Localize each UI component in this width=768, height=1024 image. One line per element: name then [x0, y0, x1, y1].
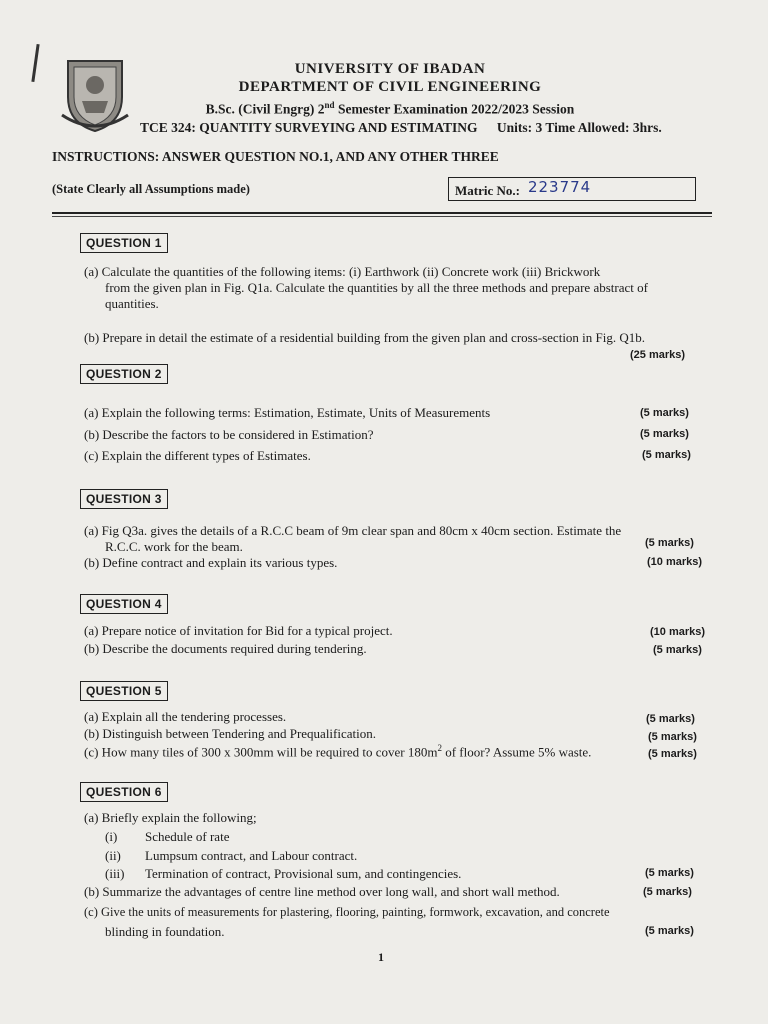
q3-part-a-line1: (a) Fig Q3a. gives the details of a R.C.C beam of 9m clear span and 80cm x 40cm section. Estimate the: [84, 523, 622, 538]
q2-part-a: (a) Explain the following terms: Estimation, Estimate, Units of Measurements: [84, 405, 491, 420]
assumptions-note: (State Clearly all Assumptions made): [52, 182, 250, 196]
question-5-label: QUESTION 5: [80, 681, 168, 701]
q6-part-c-line2: blinding in foundation.: [105, 924, 225, 939]
q3-part-a-line2: R.C.C. work for the beam.: [105, 539, 243, 554]
q5-part-b: (b) Distinguish between Tendering and Prequalification.: [84, 726, 376, 741]
q1-part-b: (b) Prepare in detail the estimate of a residential building from the given plan and cross-section in Fig. Q1b.: [84, 330, 646, 345]
header-rule: [52, 212, 712, 214]
q1-part-a-line2: from the given plan in Fig. Q1a. Calculate the quantities by all the three methods and prepare abstract of: [105, 280, 648, 295]
q6-item-ii-number: (ii): [105, 848, 121, 863]
header-rule-thin: [52, 216, 712, 217]
matric-label: Matric No.:: [455, 183, 520, 198]
q6-item-i: Schedule of rate: [145, 829, 230, 844]
page-number: 1: [378, 950, 384, 964]
instructions: INSTRUCTIONS: ANSWER QUESTION NO.1, AND ANY OTHER THREE: [52, 149, 499, 164]
q5-part-c: (c) How many tiles of 300 x 300mm will be required to cover $180m^2$ of floor? Assume 5% waste.: [84, 743, 592, 760]
university-name: UNIVERSITY OF IBADAN: [294, 61, 486, 77]
pen-mark: [31, 44, 39, 82]
question-1-label: QUESTION 1: [80, 233, 168, 253]
q5-part-b-marks: (5 marks): [648, 731, 697, 743]
q6-part-b-marks: (5 marks): [643, 886, 692, 898]
q3-part-a-marks: (5 marks): [645, 537, 694, 549]
q6-part-b: (b) Summarize the advantages of centre line method over long wall, and short wall method.: [84, 884, 560, 899]
question-4-label: QUESTION 4: [80, 594, 168, 614]
q5-part-c-marks: (5 marks): [648, 748, 697, 760]
q4-part-a-marks: (10 marks): [650, 626, 706, 638]
q5-part-a-marks: (5 marks): [646, 713, 695, 725]
q2-part-c: (c) Explain the different types of Estimates.: [84, 448, 311, 463]
q6-item-iii-number: (iii): [105, 866, 125, 881]
matric-value: 223774: [527, 178, 592, 196]
q2-part-b: (b) Describe the factors to be considered in Estimation?: [84, 427, 374, 442]
q6-part-c-line1: (c) Give the units of measurements for plastering, flooring, painting, formwork, excavation, and concrete: [84, 905, 610, 919]
question-2-label: QUESTION 2: [80, 364, 168, 384]
q4-part-a: (a) Prepare notice of invitation for Bid for a typical project.: [84, 623, 393, 638]
course-units: Units: 3 Time Allowed: 3hrs.: [496, 120, 662, 135]
q3-part-b: (b) Define contract and explain its various types.: [84, 555, 338, 570]
exam-header: [150, 60, 630, 119]
exam-session: B.Sc. (Civil Engrg) 2nd Semester Examination 2022/2023 Session: [205, 100, 575, 117]
q4-part-b-marks: (5 marks): [653, 644, 702, 656]
matric-number-box: [448, 177, 696, 201]
question-6-label: QUESTION 6: [80, 782, 168, 802]
q2-part-b-marks: (5 marks): [640, 428, 689, 440]
q5-part-a: (a) Explain all the tendering processes.: [84, 709, 287, 724]
course-line: [140, 120, 662, 136]
q1-marks: (25 marks): [630, 349, 686, 361]
q6-part-a: (a) Briefly explain the following;: [84, 810, 257, 825]
q4-part-b: (b) Describe the documents required during tendering.: [84, 641, 367, 656]
course-title: TCE 324: QUANTITY SURVEYING AND ESTIMATING: [140, 120, 478, 135]
q6-part-c-marks: (5 marks): [645, 925, 694, 937]
q6-item-iii: Termination of contract, Provisional sum, and contingencies.: [145, 866, 462, 881]
question-3-label: QUESTION 3: [80, 489, 168, 509]
department-name: DEPARTMENT OF CIVIL ENGINEERING: [238, 79, 542, 95]
q6-item-ii: Lumpsum contract, and Labour contract.: [145, 848, 358, 863]
university-crest-icon: [60, 55, 130, 135]
q2-part-c-marks: (5 marks): [642, 449, 691, 461]
q1-part-a-line1: (a) Calculate the quantities of the following items: (i) Earthwork (ii) Concrete work (iii) Brickwork: [84, 264, 601, 279]
q6-part-a-marks: (5 marks): [645, 867, 694, 879]
q3-part-b-marks: (10 marks): [647, 556, 703, 568]
q6-item-i-number: (i): [105, 829, 118, 844]
q1-part-a-line3: quantities.: [105, 296, 159, 311]
q2-part-a-marks: (5 marks): [640, 407, 689, 419]
